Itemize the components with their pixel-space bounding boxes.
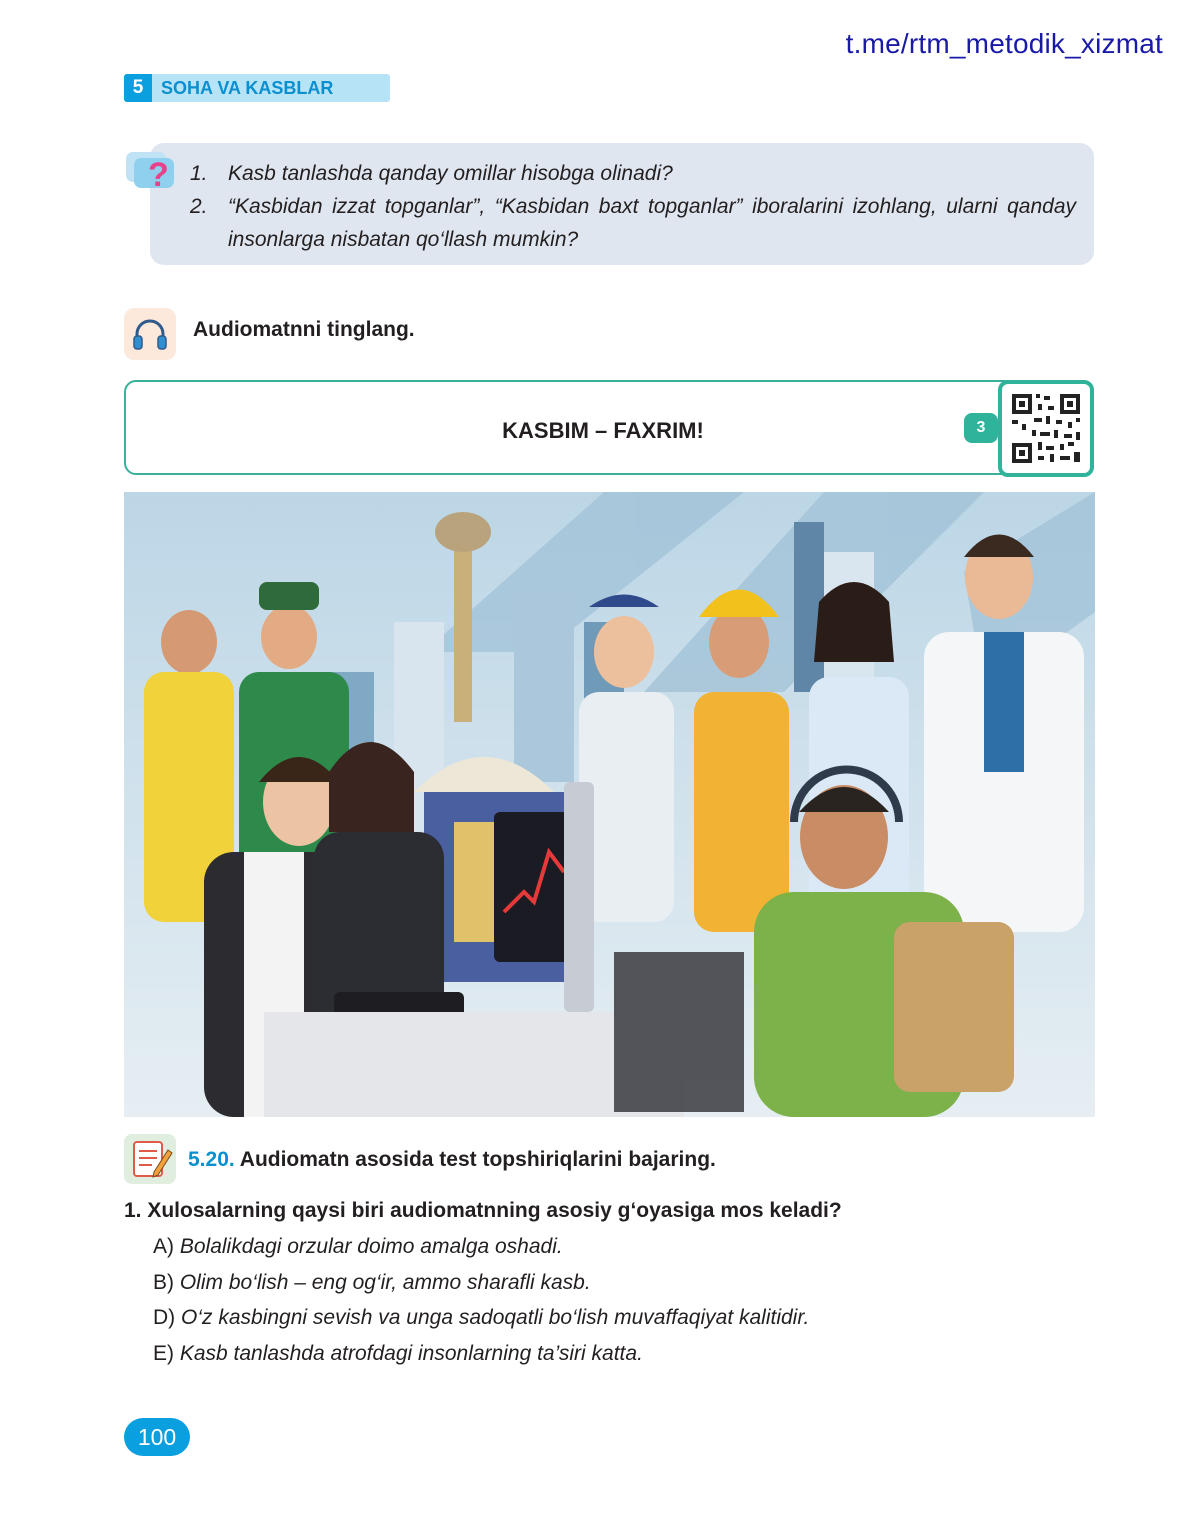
chapter-number: 5 bbox=[124, 74, 152, 102]
listen-instruction: Audiomatnni tinglang. bbox=[193, 318, 415, 341]
test-question: 1. Xulosalarning qaysi biri audiomatnning asosiy g‘oyasiga mos keladi? bbox=[124, 1199, 842, 1222]
chapter-header bbox=[124, 74, 390, 102]
watermark-link[interactable]: t.me/rtm_metodik_xizmat bbox=[845, 28, 1163, 59]
question-item bbox=[190, 157, 1076, 190]
task-number: 5.20. bbox=[188, 1148, 235, 1171]
task-text: Audiomatn asosida test topshiriqlarini bajaring. bbox=[239, 1148, 716, 1171]
answer-option[interactable] bbox=[153, 1235, 563, 1259]
audio-track-badge: 3 bbox=[964, 413, 998, 443]
page-number: 100 bbox=[124, 1418, 190, 1456]
option-letter: B) bbox=[153, 1271, 174, 1294]
answer-option[interactable] bbox=[153, 1306, 809, 1330]
question-text: “Kasbidan izzat topganlar”, “Kasbidan baxt topganlar” iboralarini izohlang, ularni qanday insonlarga nisbatan qo‘llash mumkin? bbox=[228, 195, 1076, 251]
questions-list bbox=[190, 157, 1076, 256]
option-letter: E) bbox=[153, 1342, 174, 1365]
qr-code[interactable] bbox=[998, 380, 1094, 477]
option-text: Kasb tanlashda atrofdagi insonlarning ta’siri katta. bbox=[179, 1342, 643, 1365]
option-letter: A) bbox=[153, 1235, 174, 1258]
question-number: 2. bbox=[190, 195, 208, 218]
question-item bbox=[190, 190, 1076, 256]
headphones-icon bbox=[124, 308, 176, 360]
task-instruction bbox=[188, 1148, 716, 1172]
option-text: Bolalikdagi orzular doimo amalga oshadi. bbox=[179, 1235, 563, 1258]
answer-option[interactable] bbox=[153, 1342, 643, 1366]
question-number: 1. bbox=[190, 162, 208, 185]
svg-text:?: ? bbox=[148, 156, 169, 194]
audio-title-box bbox=[124, 380, 1092, 475]
notepad-pencil-icon bbox=[124, 1134, 176, 1184]
question-text: Kasb tanlashda qanday omillar hisobga olinadi? bbox=[228, 162, 673, 185]
question-icon bbox=[124, 148, 176, 194]
option-text: O‘z kasbingni sevish va unga sadoqatli bo‘lish muvaffaqiyat kalitidir. bbox=[181, 1306, 810, 1329]
option-letter: D) bbox=[153, 1306, 176, 1329]
option-text: Olim bo‘lish – eng og‘ir, ammo sharafli kasb. bbox=[179, 1271, 591, 1294]
professions-illustration bbox=[124, 492, 1095, 1117]
audio-title: KASBIM – FAXRIM! bbox=[502, 418, 704, 443]
chapter-title: SOHA VA KASBLAR bbox=[161, 78, 334, 98]
answer-option[interactable] bbox=[153, 1271, 591, 1295]
